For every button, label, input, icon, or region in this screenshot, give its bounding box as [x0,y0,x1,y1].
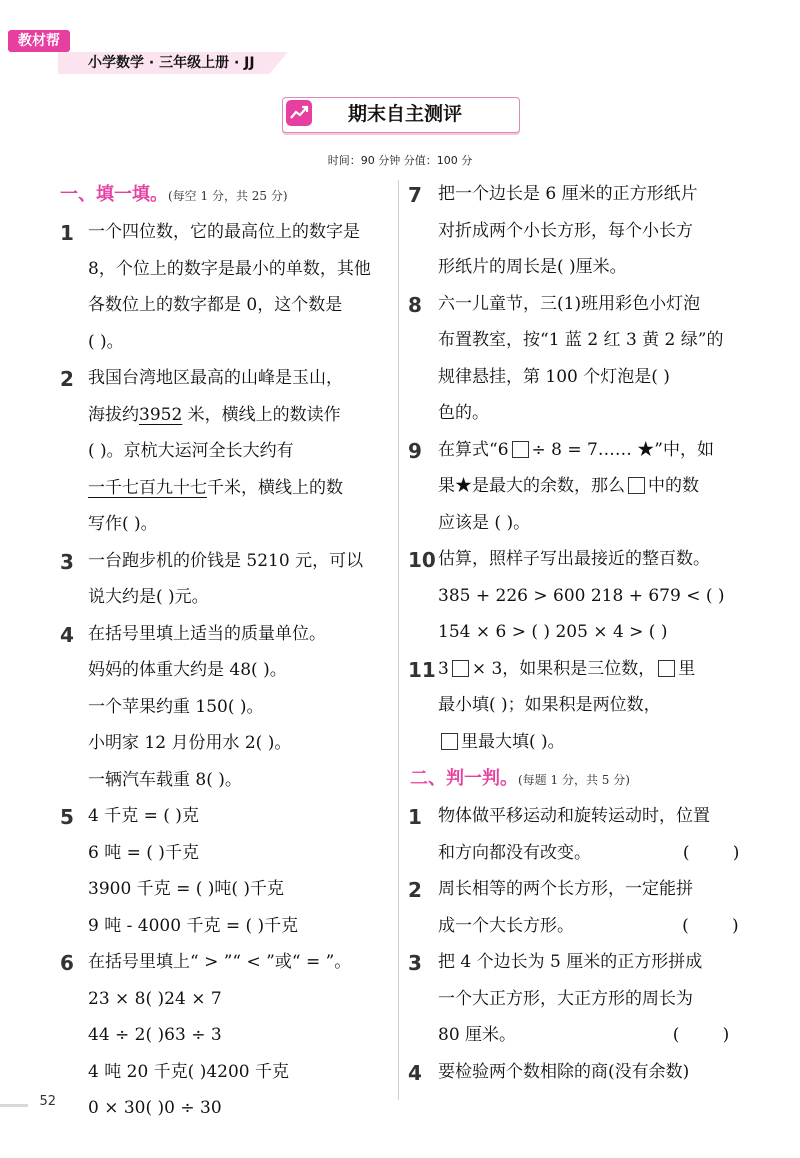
question-text: 要检验两个数相除的商(没有余数) [438,1061,690,1082]
judge-2 [410,871,750,944]
text-fragment: 千米，横线上的数 [207,477,343,498]
text-fragment: 在算式“6 [438,439,509,460]
question-text: 把一个边长是 6 厘米的正方形纸片 [438,184,698,204]
question-text: 在括号里填上“ > ”“ < ”或“ = ”。 [88,952,352,972]
page-title: 期末自主测评 [347,103,462,125]
answer-blank[interactable]: 规律悬挂，第 100 个灯泡是( ) [438,366,670,387]
square-box-icon [658,660,675,677]
question-text: 8，个位上的数字是最小的单数，其他 [88,258,371,279]
answer-blank[interactable]: 23 × 8( )24 × 7 [88,988,222,1009]
answer-blank[interactable]: ( )。 [88,331,124,352]
text-fragment: 3 [438,658,449,679]
section-title: 一、填一填。 [60,184,168,205]
question-text: 布置教室，按“1 蓝 2 红 3 黄 2 绿”的 [438,330,724,350]
question-number: 8 [408,292,422,317]
judge-1 [410,798,750,871]
trend-icon [286,100,312,126]
question-text: 周长相等的两个长方形，一定能拼 [438,879,693,899]
question-number: 1 [60,221,74,245]
square-box-icon [512,441,529,458]
answer-blank[interactable]: 80 厘米。 ( ) [438,1025,730,1045]
question-text: 在括号里填上适当的质量单位。 [88,623,326,644]
question-number: 3 [408,951,422,975]
question-7 [410,176,750,286]
time-score-info: 时间：90 分钟 分值：100 分 [327,154,473,167]
answer-blank[interactable]: 成一个大长方形。 ( ) [438,915,739,936]
answer-blank[interactable]: 最小填( )；如果积是两位数， [438,695,661,715]
section-note: (每题 1 分，共 5 分) [518,773,630,787]
question-text: 对折成两个小长方形，每个小长方 [438,220,693,241]
question-text [438,432,750,469]
answer-blank[interactable]: 44 ÷ 2( )63 ÷ 3 [88,1025,222,1045]
text-fragment: ÷ 8 = 7…… ★”中，如 [531,439,714,460]
question-number: 3 [60,549,74,574]
question-number: 4 [408,1060,422,1085]
question-3 [60,543,390,616]
text-fragment: 里 [678,658,696,679]
question-8 [410,286,750,432]
answer-blank[interactable]: 385 + 226 > 600 218 + 679 < ( ) [438,585,725,606]
question-text: 六一儿童节，三(1)班用彩色小灯泡 [438,293,701,314]
question-2 [60,360,390,543]
square-box-icon [441,733,458,750]
left-column [60,176,390,1127]
answer-blank[interactable]: 一辆汽车载重 8( )。 [88,769,242,790]
answer-blank[interactable]: 形纸片的周长是( )厘米。 [438,257,627,277]
judge-3 [410,944,750,1054]
question-text [438,468,750,505]
section-judge-header [410,760,750,798]
page-number: 52 [39,1094,56,1109]
answer-blank[interactable]: 6 吨 = ( )千克 [88,842,199,863]
question-number: 6 [60,951,74,975]
answer-blank[interactable]: 写作( )。 [88,514,158,534]
question-number: 2 [60,367,74,391]
section-title: 二、判一判。 [410,768,518,789]
question-5 [60,798,390,944]
question-6 [60,944,390,1127]
answer-blank[interactable]: 4 千克 = ( )克 [88,806,199,826]
question-number: 10 [408,548,436,572]
question-text: 物体做平移运动和旋转运动时，位置 [438,806,710,826]
answer-blank[interactable]: 3900 千克 = ( )吨( )千克 [88,879,285,899]
question-text: 我国台湾地区最高的山峰是玉山， [88,368,343,388]
book-title: 小学数学 · 三年级上册 · JJ [88,55,255,71]
text-fragment: 果★是最大的余数，那么 [438,476,625,496]
text-fragment: 海拔约 [88,404,139,425]
question-text: 把 4 个边长为 5 厘米的正方形拼成 [438,952,703,972]
question-11 [410,651,750,761]
question-9 [410,432,750,542]
question-text: 一个四位数，它的最高位上的数字是 [88,222,360,242]
text-fragment: 里最大填( )。 [461,731,565,752]
section-fill-header [60,176,390,214]
answer-blank[interactable] [438,724,750,761]
question-text: 一台跑步机的价钱是 5210 元，可以 [88,550,364,571]
answer-blank[interactable]: 154 × 6 > ( ) 205 × 4 > ( ) [438,622,668,642]
question-number: 1 [408,805,422,829]
answer-blank[interactable]: 小明家 12 月份用水 2( )。 [88,733,292,753]
publisher-badge: 教材帮 [8,30,70,52]
question-text: ( )。京杭大运河全长大约有 [88,441,294,461]
question-number: 9 [408,438,422,463]
question-text: 估算，照样子写出最接近的整百数。 [438,549,710,569]
question-number: 2 [408,878,422,902]
question-number: 4 [60,622,74,647]
question-text [438,651,750,688]
question-text: 一个大正方形，大正方形的周长为 [438,988,693,1009]
question-number: 5 [60,805,74,829]
judge-4 [410,1054,750,1091]
column-divider [398,180,399,1100]
text-fragment: × 3，如果积是三位数， [471,658,656,679]
section-note: (每空 1 分，共 25 分) [168,189,288,203]
question-text [88,397,390,434]
square-box-icon [628,477,645,494]
text-fragment: 米，横线上的数读作 [182,404,341,425]
text-fragment: 中的数 [648,476,699,496]
underlined-number: 3952 [139,404,183,425]
question-text: 色的。 [438,403,489,423]
answer-blank[interactable]: 9 吨 - 4000 千克 = ( )千克 [88,915,299,936]
question-number: 11 [408,657,436,682]
answer-blank[interactable]: 说大约是( )元。 [88,587,209,607]
answer-blank[interactable]: 妈妈的体重大约是 48( )。 [88,660,287,680]
square-box-icon [452,660,469,677]
answer-blank[interactable]: 一个苹果约重 150( )。 [88,696,264,717]
answer-blank[interactable]: 0 × 30( )0 ÷ 30 [88,1098,222,1118]
question-text [88,470,390,507]
answer-blank[interactable]: 应该是 ( )。 [438,512,531,533]
right-column [410,176,750,1090]
question-10 [410,541,750,651]
answer-blank[interactable]: 和方向都没有改变。 ( ) [438,842,740,863]
question-4 [60,616,390,799]
answer-blank[interactable]: 4 吨 20 千克( )4200 千克 [88,1061,289,1082]
underlined-number: 一千七百九十七 [88,477,207,498]
question-1 [60,214,390,360]
question-text: 各数位上的数字都是 0，这个数是 [88,295,343,315]
question-number: 7 [408,183,422,207]
